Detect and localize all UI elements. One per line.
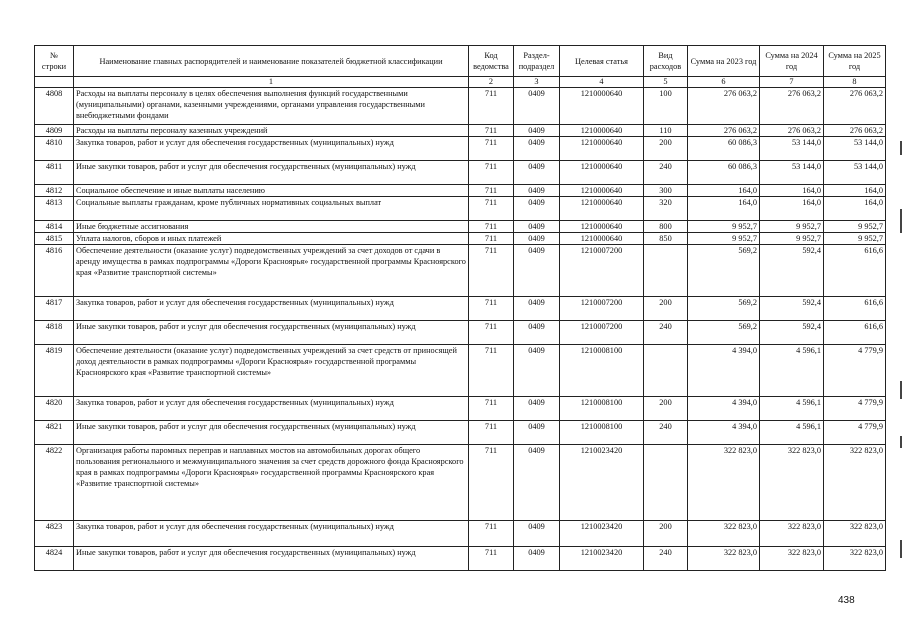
table-row xyxy=(35,137,886,161)
table-row xyxy=(35,345,886,397)
department-code: 711 xyxy=(469,421,514,445)
table-row xyxy=(35,185,886,197)
header-row-number: № строки xyxy=(35,46,74,77)
target-article: 1210000640 xyxy=(560,161,644,185)
department-code: 711 xyxy=(469,125,514,137)
target-article: 1210000640 xyxy=(560,197,644,221)
sum-2023: 4 394,0 xyxy=(688,397,760,421)
header-expense-type: Вид расходов xyxy=(644,46,688,77)
column-number: 2 xyxy=(469,77,514,88)
scan-edge-mark xyxy=(900,209,902,233)
expense-type xyxy=(644,245,688,297)
scan-edge-mark xyxy=(900,540,902,558)
table-row xyxy=(35,297,886,321)
expense-type: 800 xyxy=(644,221,688,233)
expense-type: 110 xyxy=(644,125,688,137)
scan-edge-mark xyxy=(900,381,902,399)
header-sum-2025: Сумма на 2025 год xyxy=(824,46,886,77)
department-code: 711 xyxy=(469,233,514,245)
row-name: Организация работы паромных переправ и наплавных мостов на автомобильных дорогах общего пользования регионального и межмуниципального значения за счет средств дорожного фонда Красноярского края в рамках подпрограммы «Дороги Красноярья» государственной программы Красноярского края «Развитие транспортной системы» xyxy=(74,445,469,521)
row-number: 4812 xyxy=(35,185,74,197)
target-article: 1210008100 xyxy=(560,397,644,421)
sum-2023: 164,0 xyxy=(688,185,760,197)
sum-2024: 276 063,2 xyxy=(760,88,824,125)
target-article: 1210007200 xyxy=(560,321,644,345)
table-row xyxy=(35,445,886,521)
sum-2023: 276 063,2 xyxy=(688,88,760,125)
row-name: Иные закупки товаров, работ и услуг для обеспечения государственных (муниципальных) нужд xyxy=(74,161,469,185)
section-code: 0409 xyxy=(514,521,560,547)
table-row xyxy=(35,421,886,445)
column-number: 5 xyxy=(644,77,688,88)
row-number: 4808 xyxy=(35,88,74,125)
department-code: 711 xyxy=(469,445,514,521)
sum-2024: 322 823,0 xyxy=(760,445,824,521)
section-code: 0409 xyxy=(514,221,560,233)
row-number: 4810 xyxy=(35,137,74,161)
sum-2025: 164,0 xyxy=(824,185,886,197)
target-article: 1210023420 xyxy=(560,521,644,547)
sum-2023: 322 823,0 xyxy=(688,445,760,521)
header-sum-2023: Сумма на 2023 год xyxy=(688,46,760,77)
sum-2025: 276 063,2 xyxy=(824,88,886,125)
department-code: 711 xyxy=(469,297,514,321)
budget-table xyxy=(34,45,886,571)
row-name: Обеспечение деятельности (оказание услуг) подведомственных учреждений за счет средств от приносящей доход деятельности в рамках подпрограммы «Дороги Красноярья» государственной программы Красноярского края «Развитие транспортной системы» xyxy=(74,345,469,397)
sum-2024: 592,4 xyxy=(760,321,824,345)
section-code: 0409 xyxy=(514,321,560,345)
department-code: 711 xyxy=(469,547,514,571)
sum-2025: 322 823,0 xyxy=(824,521,886,547)
sum-2024: 164,0 xyxy=(760,197,824,221)
row-number: 4824 xyxy=(35,547,74,571)
target-article: 1210000640 xyxy=(560,88,644,125)
column-number: 6 xyxy=(688,77,760,88)
table-row xyxy=(35,521,886,547)
section-code: 0409 xyxy=(514,197,560,221)
department-code: 711 xyxy=(469,245,514,297)
row-name: Социальные выплаты гражданам, кроме публичных нормативных социальных выплат xyxy=(74,197,469,221)
department-code: 711 xyxy=(469,521,514,547)
department-code: 711 xyxy=(469,197,514,221)
header-department-code: Код ведомства xyxy=(469,46,514,77)
row-name: Иные бюджетные ассигнования xyxy=(74,221,469,233)
sum-2023: 276 063,2 xyxy=(688,125,760,137)
sum-2024: 53 144,0 xyxy=(760,137,824,161)
sum-2023: 9 952,7 xyxy=(688,221,760,233)
expense-type: 240 xyxy=(644,161,688,185)
table-row xyxy=(35,321,886,345)
row-number: 4814 xyxy=(35,221,74,233)
target-article: 1210000640 xyxy=(560,233,644,245)
sum-2025: 616,6 xyxy=(824,245,886,297)
sum-2025: 4 779,9 xyxy=(824,345,886,397)
sum-2025: 9 952,7 xyxy=(824,233,886,245)
table-row xyxy=(35,397,886,421)
sum-2025: 616,6 xyxy=(824,297,886,321)
sum-2024: 276 063,2 xyxy=(760,125,824,137)
target-article: 1210000640 xyxy=(560,137,644,161)
expense-type: 200 xyxy=(644,521,688,547)
department-code: 711 xyxy=(469,137,514,161)
row-number: 4820 xyxy=(35,397,74,421)
sum-2025: 4 779,9 xyxy=(824,397,886,421)
sum-2023: 164,0 xyxy=(688,197,760,221)
section-code: 0409 xyxy=(514,185,560,197)
section-code: 0409 xyxy=(514,547,560,571)
table-row xyxy=(35,245,886,297)
department-code: 711 xyxy=(469,88,514,125)
sum-2023: 4 394,0 xyxy=(688,421,760,445)
section-code: 0409 xyxy=(514,445,560,521)
department-code: 711 xyxy=(469,161,514,185)
row-name: Расходы на выплаты персоналу в целях обеспечения выполнения функций государственными (муниципальными) органами, казенными учреждениями, органами управления государственными внебюджетными фондами xyxy=(74,88,469,125)
sum-2023: 4 394,0 xyxy=(688,345,760,397)
expense-type: 100 xyxy=(644,88,688,125)
row-number: 4815 xyxy=(35,233,74,245)
sum-2023: 322 823,0 xyxy=(688,521,760,547)
expense-type: 200 xyxy=(644,397,688,421)
target-article: 1210000640 xyxy=(560,185,644,197)
sum-2024: 4 596,1 xyxy=(760,421,824,445)
row-name: Закупка товаров, работ и услуг для обеспечения государственных (муниципальных) нужд xyxy=(74,397,469,421)
target-article: 1210000640 xyxy=(560,125,644,137)
expense-type: 240 xyxy=(644,421,688,445)
header-row xyxy=(35,46,886,77)
sum-2023: 60 086,3 xyxy=(688,137,760,161)
sum-2023: 569,2 xyxy=(688,297,760,321)
column-number xyxy=(35,77,74,88)
sum-2024: 4 596,1 xyxy=(760,345,824,397)
row-name: Закупка товаров, работ и услуг для обеспечения государственных (муниципальных) нужд xyxy=(74,137,469,161)
department-code: 711 xyxy=(469,221,514,233)
table-row xyxy=(35,197,886,221)
header-section: Раздел-подраздел xyxy=(514,46,560,77)
page-number: 438 xyxy=(838,595,855,606)
row-number: 4817 xyxy=(35,297,74,321)
table-row xyxy=(35,88,886,125)
section-code: 0409 xyxy=(514,137,560,161)
row-name: Иные закупки товаров, работ и услуг для обеспечения государственных (муниципальных) нужд xyxy=(74,321,469,345)
sum-2023: 60 086,3 xyxy=(688,161,760,185)
expense-type: 320 xyxy=(644,197,688,221)
row-number: 4819 xyxy=(35,345,74,397)
table-row xyxy=(35,161,886,185)
row-name: Иные закупки товаров, работ и услуг для обеспечения государственных (муниципальных) нужд xyxy=(74,421,469,445)
sum-2024: 4 596,1 xyxy=(760,397,824,421)
scan-edge-mark xyxy=(900,141,902,155)
expense-type xyxy=(644,345,688,397)
row-name: Обеспечение деятельности (оказание услуг) подведомственных учреждений за счет доходов от сдачи в аренду имущества в рамках подпрограммы «Дороги Красноярья» государственной программы Красноярского края «Развитие транспортной системы» xyxy=(74,245,469,297)
expense-type: 200 xyxy=(644,297,688,321)
section-code: 0409 xyxy=(514,297,560,321)
expense-type: 240 xyxy=(644,547,688,571)
section-code: 0409 xyxy=(514,245,560,297)
row-number: 4811 xyxy=(35,161,74,185)
table-row xyxy=(35,125,886,137)
column-number-row xyxy=(35,77,886,88)
row-name: Социальное обеспечение и иные выплаты населению xyxy=(74,185,469,197)
target-article: 1210008100 xyxy=(560,345,644,397)
expense-type: 850 xyxy=(644,233,688,245)
sum-2023: 569,2 xyxy=(688,321,760,345)
sum-2023: 569,2 xyxy=(688,245,760,297)
expense-type xyxy=(644,445,688,521)
column-number: 4 xyxy=(560,77,644,88)
sum-2025: 4 779,9 xyxy=(824,421,886,445)
header-sum-2024: Сумма на 2024 год xyxy=(760,46,824,77)
sum-2024: 322 823,0 xyxy=(760,547,824,571)
sum-2025: 322 823,0 xyxy=(824,547,886,571)
sum-2025: 616,6 xyxy=(824,321,886,345)
sum-2025: 9 952,7 xyxy=(824,221,886,233)
target-article: 1210023420 xyxy=(560,445,644,521)
row-number: 4823 xyxy=(35,521,74,547)
row-number: 4821 xyxy=(35,421,74,445)
sum-2024: 53 144,0 xyxy=(760,161,824,185)
sum-2024: 164,0 xyxy=(760,185,824,197)
row-name: Иные закупки товаров, работ и услуг для обеспечения государственных (муниципальных) нужд xyxy=(74,547,469,571)
row-number: 4813 xyxy=(35,197,74,221)
target-article: 1210023420 xyxy=(560,547,644,571)
sum-2023: 322 823,0 xyxy=(688,547,760,571)
scan-edge-mark xyxy=(900,436,902,448)
department-code: 711 xyxy=(469,185,514,197)
sum-2025: 53 144,0 xyxy=(824,161,886,185)
sum-2024: 322 823,0 xyxy=(760,521,824,547)
sum-2025: 276 063,2 xyxy=(824,125,886,137)
sum-2023: 9 952,7 xyxy=(688,233,760,245)
section-code: 0409 xyxy=(514,88,560,125)
row-number: 4816 xyxy=(35,245,74,297)
sum-2024: 592,4 xyxy=(760,297,824,321)
sum-2025: 164,0 xyxy=(824,197,886,221)
expense-type: 300 xyxy=(644,185,688,197)
row-name: Расходы на выплаты персоналу казенных учреждений xyxy=(74,125,469,137)
header-target-article: Целевая статья xyxy=(560,46,644,77)
section-code: 0409 xyxy=(514,125,560,137)
target-article: 1210000640 xyxy=(560,221,644,233)
target-article: 1210007200 xyxy=(560,245,644,297)
column-number: 8 xyxy=(824,77,886,88)
department-code: 711 xyxy=(469,321,514,345)
column-number: 7 xyxy=(760,77,824,88)
sum-2024: 9 952,7 xyxy=(760,233,824,245)
row-number: 4809 xyxy=(35,125,74,137)
sum-2025: 322 823,0 xyxy=(824,445,886,521)
section-code: 0409 xyxy=(514,397,560,421)
section-code: 0409 xyxy=(514,233,560,245)
target-article: 1210007200 xyxy=(560,297,644,321)
department-code: 711 xyxy=(469,397,514,421)
table-row xyxy=(35,233,886,245)
column-number: 1 xyxy=(74,77,469,88)
row-name: Закупка товаров, работ и услуг для обеспечения государственных (муниципальных) нужд xyxy=(74,521,469,547)
department-code: 711 xyxy=(469,345,514,397)
table-row xyxy=(35,221,886,233)
header-name: Наименование главных распорядителей и наименование показателей бюджетной классификации xyxy=(74,46,469,77)
expense-type: 200 xyxy=(644,137,688,161)
section-code: 0409 xyxy=(514,161,560,185)
target-article: 1210008100 xyxy=(560,421,644,445)
row-number: 4818 xyxy=(35,321,74,345)
table-row xyxy=(35,547,886,571)
sum-2025: 53 144,0 xyxy=(824,137,886,161)
section-code: 0409 xyxy=(514,421,560,445)
expense-type: 240 xyxy=(644,321,688,345)
row-number: 4822 xyxy=(35,445,74,521)
sum-2024: 592,4 xyxy=(760,245,824,297)
row-name: Закупка товаров, работ и услуг для обеспечения государственных (муниципальных) нужд xyxy=(74,297,469,321)
column-number: 3 xyxy=(514,77,560,88)
sum-2024: 9 952,7 xyxy=(760,221,824,233)
section-code: 0409 xyxy=(514,345,560,397)
row-name: Уплата налогов, сборов и иных платежей xyxy=(74,233,469,245)
